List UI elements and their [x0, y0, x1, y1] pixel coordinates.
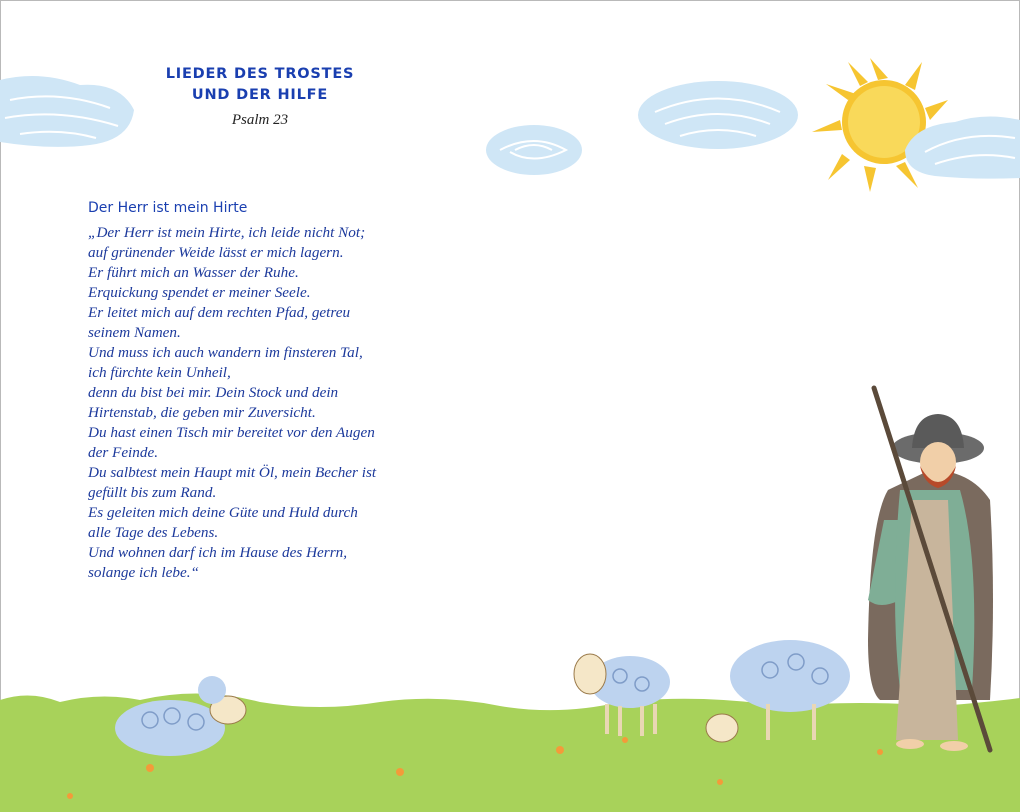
cloud-icon — [638, 81, 798, 149]
psalm-line: Und wohnen darf ich im Hause des Herrn, — [88, 544, 348, 561]
psalm-line: Hirtenstab, die geben mir Zuversicht. — [88, 404, 316, 421]
psalm-line: solange ich lebe.“ — [88, 564, 199, 581]
cloud-icon — [486, 125, 582, 175]
psalm-line: Du salbtest mein Haupt mit Öl, mein Becher ist — [88, 464, 377, 481]
psalm-line: Und muss ich auch wandern im finsteren Tal, — [88, 344, 363, 361]
psalm-line: ich fürchte kein Unheil, — [88, 364, 231, 381]
psalm-line: „Der Herr ist mein Hirte, ich leide nicht Not; — [88, 224, 366, 241]
psalm-line: der Feinde. — [88, 444, 159, 461]
psalm-line: denn du bist bei mir. Dein Stock und dein — [88, 384, 339, 401]
page-title-line2: UND DER HILFE — [191, 87, 329, 103]
psalm-title: Der Herr ist mein Hirte — [88, 200, 248, 216]
psalm-line: gefüllt bis zum Rand. — [88, 484, 217, 501]
psalm-line: Er leitet mich auf dem rechten Pfad, getreu — [88, 304, 351, 321]
psalm-line: Es geleiten mich deine Güte und Huld durch — [88, 504, 358, 521]
heading-block — [150, 64, 370, 129]
psalm-line: Erquickung spendet er meiner Seele. — [88, 284, 311, 301]
psalm-line: Du hast einen Tisch mir bereitet vor den Augen — [88, 424, 375, 441]
psalm-line: Er führt mich an Wasser der Ruhe. — [88, 264, 299, 281]
psalm-line: alle Tage des Lebens. — [88, 524, 219, 541]
shepherd-icon — [868, 388, 993, 751]
psalm-text — [88, 200, 418, 583]
page-title-line1: LIEDER DES TROSTES — [165, 66, 355, 82]
psalm-line: auf grünender Weide lässt er mich lagern. — [88, 244, 344, 261]
psalm-reference: Psalm 23 — [231, 112, 289, 128]
cloud-icon — [0, 76, 134, 147]
psalm-line: seinem Namen. — [88, 324, 181, 341]
